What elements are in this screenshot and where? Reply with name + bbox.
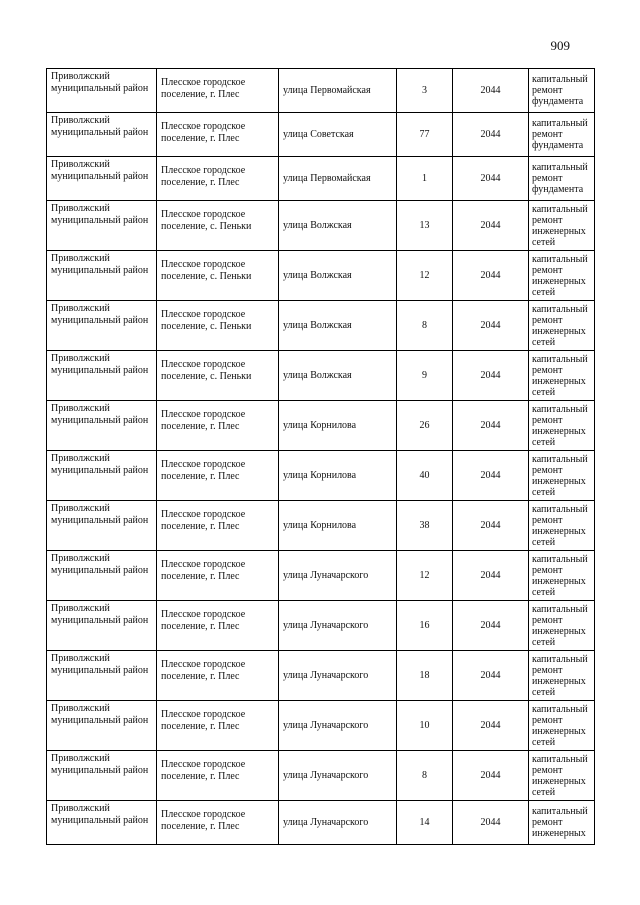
district-cell: Приволжский муниципальный район [47,551,157,601]
work-type-cell: капитальный ремонт фундамента [529,157,595,201]
settlement-text: Плесское городское поселение, г. Плес [161,559,246,582]
district-cell: Приволжский муниципальный район [47,401,157,451]
street-cell: улица Луначарского [279,601,397,651]
house-number-cell: 8 [397,301,453,351]
settlement-text: Плесское городское поселение, г. Плес [161,459,246,482]
house-number-cell: 9 [397,351,453,401]
year-cell: 2044 [453,501,529,551]
table-row [47,801,595,845]
work-type-cell: капитальный ремонт инженерных сетей [529,301,595,351]
work-type-cell: капитальный ремонт инженерных [529,801,595,845]
street-cell: улица Корнилова [279,501,397,551]
year-cell: 2044 [453,301,529,351]
settlement-cell [157,201,279,251]
street-cell: улица Луначарского [279,701,397,751]
settlement-text: Плесское городское поселение, с. Пеньки [161,359,252,382]
table-row [47,501,595,551]
work-type-cell: капитальный ремонт фундамента [529,113,595,157]
settlement-text: Плесское городское поселение, г. Плес [161,709,246,732]
year-cell: 2044 [453,69,529,113]
table-row [47,157,595,201]
work-type-cell: капитальный ремонт инженерных сетей [529,751,595,801]
settlement-cell [157,401,279,451]
street-cell: улица Первомайская [279,157,397,201]
year-cell: 2044 [453,651,529,701]
house-number-cell: 12 [397,551,453,601]
district-cell: Приволжский муниципальный район [47,451,157,501]
work-type-cell: капитальный ремонт инженерных сетей [529,551,595,601]
year-cell: 2044 [453,801,529,845]
table-row [47,201,595,251]
district-cell: Приволжский муниципальный район [47,69,157,113]
year-cell: 2044 [453,451,529,501]
settlement-cell [157,701,279,751]
house-number-cell: 16 [397,601,453,651]
district-cell: Приволжский муниципальный район [47,801,157,845]
street-cell: улица Луначарского [279,551,397,601]
work-type-cell: капитальный ремонт инженерных сетей [529,351,595,401]
house-number-cell: 38 [397,501,453,551]
settlement-text: Плесское городское поселение, г. Плес [161,121,246,144]
settlement-cell [157,551,279,601]
settlement-cell [157,801,279,845]
district-cell: Приволжский муниципальный район [47,301,157,351]
district-cell: Приволжский муниципальный район [47,601,157,651]
table-row [47,701,595,751]
settlement-text: Плесское городское поселение, г. Плес [161,509,246,532]
house-number-cell: 12 [397,251,453,301]
work-type-cell: капитальный ремонт инженерных сетей [529,601,595,651]
house-number-cell: 26 [397,401,453,451]
year-cell: 2044 [453,401,529,451]
table-row [47,401,595,451]
house-number-cell: 3 [397,69,453,113]
table-row [47,301,595,351]
street-cell: улица Волжская [279,301,397,351]
settlement-cell [157,451,279,501]
street-cell: улица Первомайская [279,69,397,113]
work-type-cell: капитальный ремонт инженерных сетей [529,251,595,301]
district-cell: Приволжский муниципальный район [47,201,157,251]
table-row [47,551,595,601]
street-cell: улица Луначарского [279,801,397,845]
street-cell: улица Волжская [279,251,397,301]
year-cell: 2044 [453,201,529,251]
year-cell: 2044 [453,351,529,401]
district-cell: Приволжский муниципальный район [47,351,157,401]
house-number-cell: 8 [397,751,453,801]
work-type-cell: капитальный ремонт инженерных сетей [529,201,595,251]
table-row [47,751,595,801]
district-cell: Приволжский муниципальный район [47,501,157,551]
street-cell: улица Корнилова [279,451,397,501]
street-cell: улица Корнилова [279,401,397,451]
work-type-cell: капитальный ремонт инженерных сетей [529,501,595,551]
table-row [47,651,595,701]
registry-table [46,68,595,845]
house-number-cell: 77 [397,113,453,157]
settlement-text: Плесское городское поселение, г. Плес [161,409,246,432]
settlement-text: Плесское городское поселение, г. Плес [161,759,246,782]
district-cell: Приволжский муниципальный район [47,651,157,701]
district-cell: Приволжский муниципальный район [47,251,157,301]
settlement-cell [157,501,279,551]
street-cell: улица Волжская [279,351,397,401]
work-type-cell: капитальный ремонт фундамента [529,69,595,113]
year-cell: 2044 [453,551,529,601]
work-type-cell: капитальный ремонт инженерных сетей [529,701,595,751]
street-cell: улица Луначарского [279,751,397,801]
year-cell: 2044 [453,751,529,801]
settlement-cell [157,69,279,113]
year-cell: 2044 [453,157,529,201]
table-row [47,351,595,401]
house-number-cell: 14 [397,801,453,845]
year-cell: 2044 [453,251,529,301]
district-cell: Приволжский муниципальный район [47,701,157,751]
settlement-text: Плесское городское поселение, г. Плес [161,659,246,682]
settlement-cell [157,157,279,201]
house-number-cell: 10 [397,701,453,751]
work-type-cell: капитальный ремонт инженерных сетей [529,401,595,451]
year-cell: 2044 [453,701,529,751]
district-cell: Приволжский муниципальный район [47,157,157,201]
settlement-cell [157,601,279,651]
district-cell: Приволжский муниципальный район [47,751,157,801]
table-row [47,251,595,301]
settlement-text: Плесское городское поселение, г. Плес [161,77,246,100]
table-row [47,601,595,651]
settlement-text: Плесское городское поселение, с. Пеньки [161,209,252,232]
house-number-cell: 1 [397,157,453,201]
street-cell: улица Луначарского [279,651,397,701]
street-cell: улица Советская [279,113,397,157]
settlement-cell [157,113,279,157]
settlement-cell [157,751,279,801]
table-row [47,113,595,157]
district-cell: Приволжский муниципальный район [47,113,157,157]
house-number-cell: 40 [397,451,453,501]
registry-rows [47,69,595,845]
settlement-cell [157,351,279,401]
house-number-cell: 13 [397,201,453,251]
settlement-text: Плесское городское поселение, с. Пеньки [161,309,252,332]
work-type-cell: капитальный ремонт инженерных сетей [529,651,595,701]
settlement-cell [157,301,279,351]
table-row [47,69,595,113]
year-cell: 2044 [453,113,529,157]
table-row [47,451,595,501]
settlement-text: Плесское городское поселение, с. Пеньки [161,259,252,282]
settlement-text: Плесское городское поселение, г. Плес [161,165,246,188]
house-number-cell: 18 [397,651,453,701]
settlement-cell [157,251,279,301]
settlement-text: Плесское городское поселение, г. Плес [161,609,246,632]
settlement-cell [157,651,279,701]
page-number: 909 [550,38,570,53]
settlement-text: Плесское городское поселение, г. Плес [161,809,246,832]
street-cell: улица Волжская [279,201,397,251]
work-type-cell: капитальный ремонт инженерных сетей [529,451,595,501]
year-cell: 2044 [453,601,529,651]
